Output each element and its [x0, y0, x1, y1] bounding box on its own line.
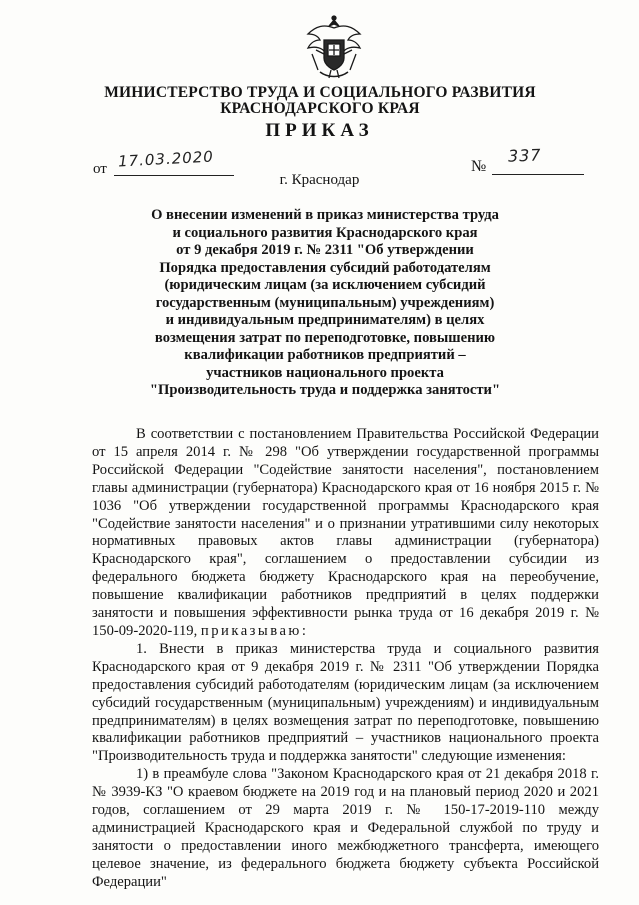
coat-of-arms-icon	[298, 14, 370, 82]
handwritten-date: 17.03.2020	[117, 147, 215, 171]
subject-line: и индивидуальным предпринимателям) в целях	[165, 312, 485, 328]
order-body	[92, 426, 599, 892]
subject-line: "Производительность труда и поддержка занятости"	[149, 382, 501, 398]
subject-line: государственным (муниципальным) учреждениям)	[155, 294, 495, 311]
order-word: приказываю:	[200, 622, 309, 639]
item-1-paragraph: 1. Внести в приказ министерства труда и социального развития Краснодарского края от 9 декабря 2019 г. № 2311 "Об утверждении Порядка предоставления субсидий работодателям (юридическим лицам (за исключением субсидий государственным (муниципальным) учреждениям) и индивидуальным предпринимателям) в целях возмещения затрат по переподготовке, повышению квалификации работников предприятий – участников национального проекта "Производительность труда и поддержка занятости" следующие изменения:	[92, 640, 599, 765]
subject-line: квалификации работников предприятий –	[184, 347, 466, 363]
subject-line: Порядка предоставления субсидий работодателям	[159, 259, 491, 276]
subitem-1-paragraph: 1) в преамбуле слова "Законом Краснодарского края от 21 декабря 2018 г. № 3939-КЗ "О краевом бюджете на 2019 год и на плановый период 2020 и 2021 годов, соглашением от 29 марта 2019 г. № 150-17-2019-110 между администрацией Краснодарского края и Федеральной службой по труду и занятости о предоставлении иного межбюджетного трансферта, имеющего целевое значение, из федерального бюджета бюджету субъекта Российской Федерации"	[92, 766, 599, 890]
date-prefix: от	[93, 161, 107, 177]
ministry-name-line1: МИНИСТЕРСТВО ТРУДА И СОЦИАЛЬНОГО РАЗВИТИЯ	[104, 84, 536, 101]
subject-line: участников национального проекта	[206, 364, 444, 381]
document-type-title: ПРИКАЗ	[265, 120, 374, 141]
preamble-text: В соответствии с постановлением Правительства Российской Федерации от 15 апреля 2014 г. № 298 "Об утверждении государственной программы Российской Федерации "Содействие занятости населения", постановлением главы администрации (губернатора) Краснодарского края от 16 ноября 2015 г. № 1036 "Об утверждении государственной программы Краснодарского края "Содействие занятости населения" и о признании утратившими силу некоторых нормативных правовых актов главы администрации (губернатора) Краснодарского края", соглашением о предоставлении субсидии из федерального бюджета бюджету Краснодарского края на переобучение, повышение квалификации работников предприятий в целях поддержки занятости и повышения эффективности рынка труда от 16 декабря 2019 г. № 150-09-2020-119,	[92, 426, 599, 639]
preamble-paragraph	[92, 426, 599, 641]
subject-line: возмещения затрат по переподготовке, повышению	[154, 329, 496, 346]
handwritten-number: 337	[507, 145, 542, 166]
order-subject	[95, 207, 555, 400]
subject-line: (юридическим лицам (за исключением субсидий	[164, 277, 486, 293]
city-line: г. Краснодар	[279, 172, 360, 188]
subject-line: от 9 декабря 2019 г. № 2311 "Об утверждении	[176, 242, 474, 258]
subject-line: О внесении изменений в приказ министерства труда	[151, 207, 499, 223]
number-prefix: №	[471, 158, 487, 175]
ministry-name-line2: КРАСНОДАРСКОГО КРАЯ	[220, 100, 420, 117]
subject-line: и социального развития Краснодарского края	[172, 224, 478, 241]
